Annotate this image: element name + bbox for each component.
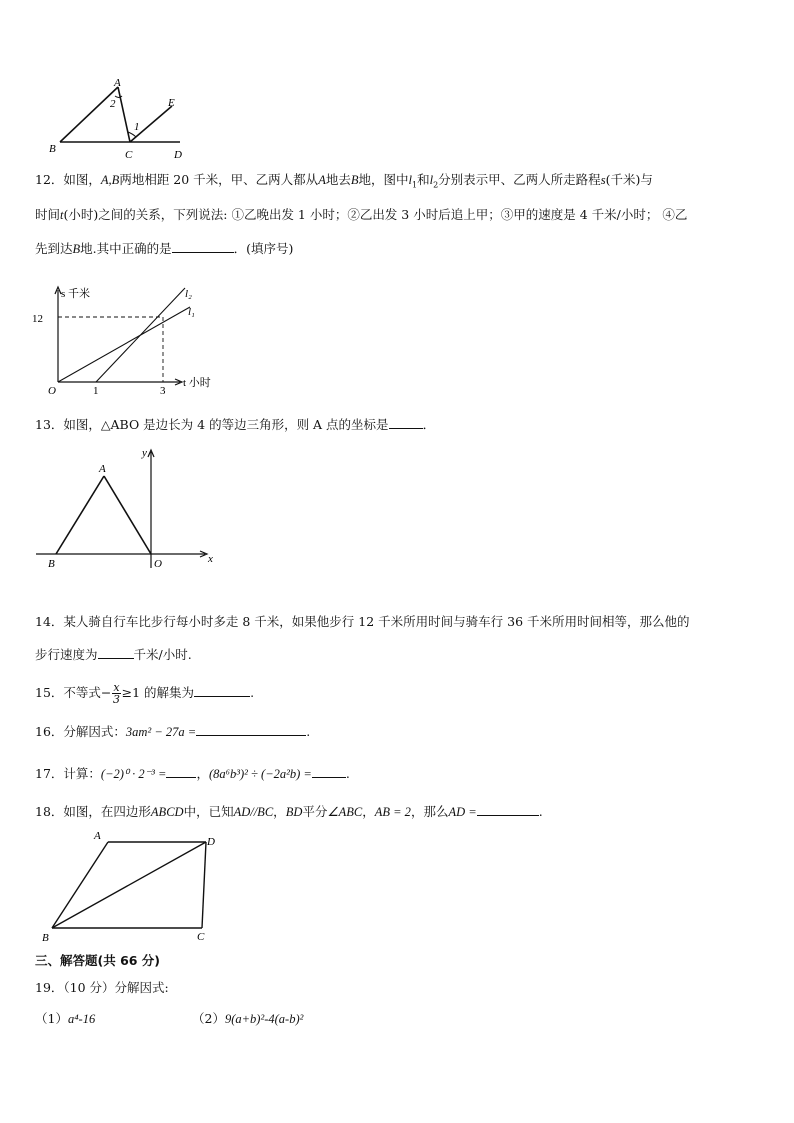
- q17-number: 17．: [35, 766, 64, 781]
- label-C: C: [197, 931, 205, 943]
- x-tick-1: 1: [93, 385, 99, 396]
- q16-answer-blank[interactable]: [196, 722, 306, 736]
- label-l1: l₁: [188, 306, 195, 318]
- q19-part2: （2）9(a+b)²-4(a-b)²: [192, 1011, 304, 1026]
- q15-fraction: $\frac{x}{3}$: [113, 681, 121, 706]
- line-l2: [96, 288, 185, 382]
- q18-text: 18．如图，在四边形ABCD中，已知AD//BC，BD平分∠ABC，AB = 2，那么AD = .: [35, 804, 543, 819]
- label-D: D: [174, 149, 182, 161]
- q14-answer-blank[interactable]: [98, 645, 134, 659]
- side-AO: [104, 476, 151, 554]
- side-AB: [52, 842, 108, 928]
- origin-label: O: [48, 385, 56, 396]
- label-x: x: [208, 553, 213, 565]
- q19-number: 19．: [35, 980, 64, 995]
- label-B: B: [49, 143, 56, 155]
- top-angle-figure: [44, 74, 194, 164]
- q13-number: 13．: [35, 417, 64, 432]
- label-y: y: [142, 447, 147, 459]
- q12-answer-blank[interactable]: [172, 239, 234, 253]
- q14-line2: 步行速度为 千米/小时.: [35, 647, 192, 662]
- q13-triangle-figure: [30, 440, 220, 575]
- q15-number: 15．: [35, 685, 64, 700]
- segment-AB: [60, 87, 118, 142]
- q15-answer-blank[interactable]: [194, 683, 250, 697]
- q12-line1: 12．如图，A,B两地相距 20 千米，甲、乙两人都从A地去B地，图中$l_1$和$l_2$分别表示甲、乙两人所走路程s(千米)与: [35, 172, 653, 190]
- segment-AC: [118, 87, 130, 142]
- q15-text: 15．不等式− $\frac{x}{3}$ ≥1 的解集为 .: [35, 681, 255, 706]
- label-B: B: [48, 558, 55, 570]
- q14-line1: 14．某人骑自行车比步行每小时多走 8 千米，如果他步行 12 千米所用时间与骑车行 36 千米所用时间相等，那么他的: [35, 614, 690, 629]
- q14-number: 14．: [35, 614, 64, 629]
- q19-part1: （1）a⁴-16: [35, 1011, 96, 1026]
- y-tick-12: 12: [32, 313, 43, 325]
- angle-2-arc: [115, 96, 122, 98]
- q19-title: 19．（10 分）分解因式:: [35, 980, 169, 995]
- q12-line3: 先到达B地.其中正确的是 ．(填序号): [35, 241, 294, 256]
- q17-answer-blank-1[interactable]: [166, 764, 196, 778]
- line-l1: [58, 307, 190, 382]
- q17-text: 17．计算：(−2)⁰ · 2⁻³ = ，(8a⁶b³)² ÷ (−2a²b) = .: [35, 766, 350, 781]
- label-A: A: [94, 830, 101, 842]
- q13-text: 13．如图，△ABO 是边长为 4 的等边三角形，则 A 点的坐标是 ．: [35, 417, 436, 432]
- label-A: A: [114, 77, 121, 89]
- label-E: E: [168, 97, 175, 109]
- q16-number: 16．: [35, 724, 64, 739]
- q18-answer-blank[interactable]: [477, 802, 539, 816]
- q16-text: 16．分解因式：3am² − 27a = .: [35, 724, 311, 739]
- label-B: B: [42, 932, 49, 944]
- section-3-heading: 三、解答题(共 66 分): [35, 953, 161, 968]
- label-C: C: [125, 149, 133, 161]
- q18-number: 18．: [35, 804, 64, 819]
- label-2: 2: [110, 98, 116, 110]
- side-AB: [56, 476, 104, 554]
- label-O: O: [154, 558, 162, 570]
- y-axis-label: s 千米: [61, 288, 91, 300]
- label-1: 1: [134, 121, 140, 133]
- diagonal-BD: [52, 842, 206, 928]
- side-DC: [202, 842, 206, 928]
- label-A: A: [99, 463, 106, 475]
- label-l2: l₂: [185, 288, 192, 300]
- x-tick-3: 3: [160, 385, 166, 396]
- q13-answer-blank[interactable]: [389, 415, 423, 429]
- q12-graph: [30, 278, 230, 396]
- x-axis-label: t 小时: [183, 377, 211, 389]
- q12-number: 12．: [35, 172, 64, 187]
- q17-answer-blank-2[interactable]: [312, 764, 346, 778]
- label-D: D: [207, 836, 215, 848]
- q18-quadrilateral-figure: [36, 826, 226, 948]
- q12-line2: 时间t(小时)之间的关系，下列说法: ①乙晚出发 1 小时；②乙出发 3 小时后追上甲；③甲的速度是 4 千米/小时； ④乙: [35, 207, 688, 222]
